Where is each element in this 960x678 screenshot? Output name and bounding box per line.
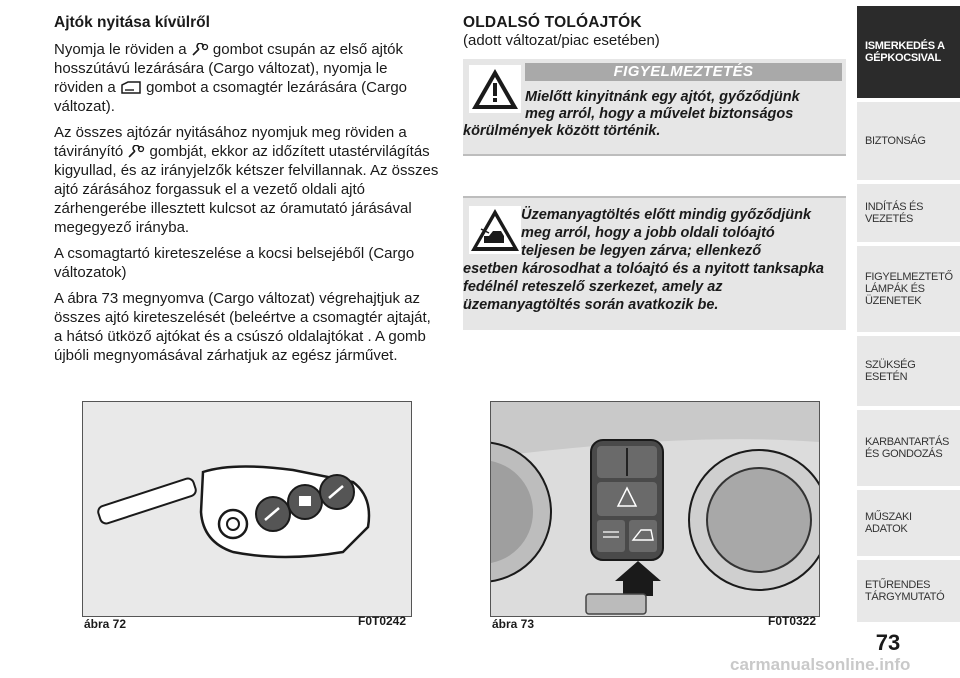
sidebar-tab-karbantartas[interactable]: KARBANTARTÁS ÉS GONDOZÁS <box>857 410 960 486</box>
section-subtitle: (adott változat/piac esetében) <box>463 32 660 49</box>
figure-73-code: F0T0322 <box>768 614 817 628</box>
warning-box <box>463 59 846 156</box>
middle-column <box>463 14 846 330</box>
fuel-warning-box <box>463 196 846 330</box>
paragraph-2: Az összes ajtózár nyitásához nyomjuk meg röviden a távirányító gombját, ekkor az időzített utastérvilágítás kigyullad, és az irányjelzők kétszer felvillannak. Az összes ajtó zárásához forgassuk el a vezető oldali ajtó zárhengerébe illesztett kulcsot az óramutató járásával megegyező irányba. <box>54 124 439 236</box>
fuel-warning-text: Üzemanyagtöltés előtt mindig győződjünk meg arról, hogy a jobb oldali tolóajtó teljesen be legyen zárva; ellenkező esetben károsodhat a tolóajtó és a nyitott tanksapka fedélnél reteszelő szerkezet, amely az üzemanyagtöltés során avatkozik be. <box>463 207 824 313</box>
warning-label: FIGYELMEZTETÉS <box>525 63 842 81</box>
sidebar-tab-szukseg[interactable]: SZÜKSÉG ESETÉN <box>857 336 960 406</box>
paragraph-3: A csomagtartó kireteszelése a kocsi belsejéből (Cargo változatok) <box>54 245 415 281</box>
sidebar-tab-ismerkedes[interactable]: ISMERKEDÉS A GÉPKOCSIVAL <box>857 6 960 98</box>
sidebar-tab-figyelmezteto[interactable]: FIGYELMEZTETŐ LÁMPÁK ÉS ÜZENETEK <box>857 246 960 332</box>
sidebar-tab-inditas[interactable]: INDÍTÁS ÉS VEZETÉS <box>857 184 960 242</box>
figure-72 <box>82 401 412 617</box>
warning-text: Mielőtt kinyitnánk egy ajtót, győződjünk meg arról, hogy a művelet biztonságos körülmények között történik. <box>463 89 800 139</box>
cargo-door-icon <box>120 81 142 95</box>
sidebar-tab-muszaki[interactable]: MŰSZAKI ADATOK <box>857 490 960 556</box>
key-remote-illustration <box>83 402 411 616</box>
sidebar-tab-biztonsag[interactable]: BIZTONSÁG <box>857 102 960 180</box>
paragraph-4: A ábra 73 megnyomva (Cargo változat) végrehajtjuk az összes ajtó kireteszelését (beleértve a csomagtér ajtaját, a hátsó ütköző ajtókat és a csúszó oldalajtókat . A gomb újbóli megnyomásával zárhatjuk az egész járművet. <box>54 290 431 364</box>
chapter-sidebar <box>857 0 960 678</box>
figure-73-label: ábra 73 <box>492 617 535 631</box>
page-number: 73 <box>875 630 901 655</box>
section-heading: Ajtók nyitása kívülről <box>54 14 210 31</box>
section-title: OLDALSÓ TOLÓAJTÓK <box>463 14 642 31</box>
figure-72-code: F0T0242 <box>358 614 407 628</box>
figure-73 <box>490 401 820 617</box>
watermark: carmanualsonline.info <box>730 655 911 674</box>
unlock-key-icon <box>127 145 145 159</box>
paragraph-1: Nyomja le röviden a gombot csupán az első ajtók hosszútávú lezárására (Cargo változat), nyomja le röviden a gombot a csomagtér lezárására (Cargo változat). <box>54 41 408 115</box>
unlock-key-icon <box>191 43 209 57</box>
sidebar-tab-targymutato[interactable]: ETŰRENDES TÁRGYMUTATÓ <box>857 560 960 622</box>
left-column <box>54 14 440 372</box>
dashboard-button-illustration <box>491 402 819 616</box>
figure-72-label: ábra 72 <box>84 617 127 631</box>
